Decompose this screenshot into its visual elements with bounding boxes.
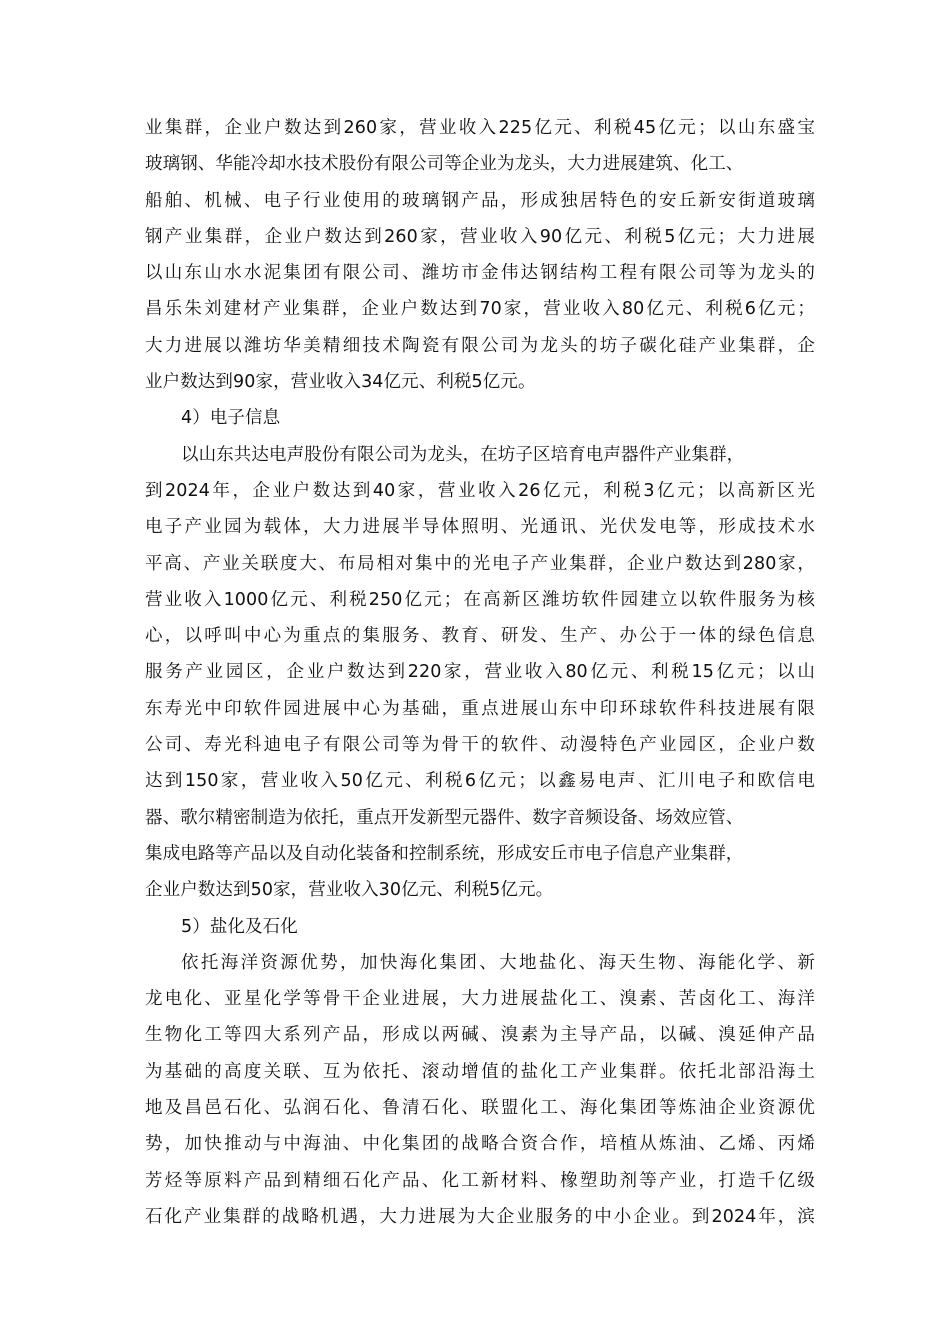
- text-line: 以山东山水水泥集团有限公司、潍坊市金伟达钢结构工程有限公司等为龙头的: [145, 263, 815, 284]
- text-line: 集成电路等产品以及自动化装备和控制系统，形成安丘市电子信息产业集群，: [145, 843, 744, 864]
- text-line: 船舶、机械、电子行业使用的玻璃钢产品，形成独居特色的安丘新安街道玻璃: [145, 190, 815, 211]
- text-line: 服务产业园区，企业户数达到220家，营业收入80亿元、利税15亿元；以山: [145, 662, 815, 683]
- document-body: [145, 110, 815, 1235]
- text-line: 企业户数达到50家，营业收入30亿元、利税5亿元。: [145, 880, 554, 901]
- text-line: 生物化工等四大系列产品，形成以两碱、溴素为主导产品，以碱、溴延伸产品: [145, 1025, 815, 1046]
- text-line: 达到150家，营业收入50亿元、利税6亿元；以鑫易电声、汇川电子和欧信电: [145, 771, 815, 792]
- text-line: 东寿光中印软件园进展中心为基础，重点进展山东中印环球软件科技进展有限: [145, 698, 815, 719]
- section-heading: 4）电子信息: [181, 408, 281, 429]
- text-line: 以山东共达电声股份有限公司为龙头，在坊子区培育电声器件产业集群，: [181, 444, 745, 465]
- text-line: 芳烃等原料产品到精细石化产品、化工新材料、橡塑助剂等产业，打造千亿级: [145, 1170, 815, 1191]
- text-line: 钢产业集群，企业户数达到260家，营业收入90亿元、利税5亿元；大力进展: [145, 226, 815, 247]
- text-line: 到2024年，企业户数达到40家，营业收入26亿元，利税3亿元；以高新区光: [145, 480, 815, 501]
- text-line: 营业收入1000亿元、利税250亿元；在高新区潍坊软件园建立以软件服务为核: [145, 589, 815, 610]
- text-line: 业户数达到90家，营业收入34亿元、利税5亿元。: [145, 372, 536, 393]
- section-heading: 5）盐化及石化: [181, 916, 298, 937]
- text-line: 器、歌尔精密制造为依托，重点开发新型元器件、数字音频设备、场效应管、: [145, 807, 744, 828]
- text-line: 势，加快推动与中海油、中化集团的战略合资合作，培植从炼油、乙烯、丙烯: [145, 1134, 815, 1155]
- text-line: 为基础的高度关联、互为依托、滚动增值的盐化工产业集群。依托北部沿海土: [145, 1061, 815, 1082]
- text-line: 心，以呼叫中心为重点的集服务、教育、研发、生产、办公于一体的绿色信息: [145, 626, 815, 647]
- text-line: 玻璃钢、华能冷却水技术股份有限公司等企业为龙头，大力进展建筑、化工、: [145, 154, 744, 175]
- text-line: 平高、产业关联度大、布局相对集中的光电子产业集群，企业户数达到280家，: [145, 553, 815, 574]
- text-line: 昌乐朱刘建材产业集群，企业户数达到70家，营业收入80亿元、利税6亿元；: [145, 299, 815, 320]
- text-line: 大力进展以潍坊华美精细技术陶瓷有限公司为龙头的坊子碳化硅产业集群，企: [145, 335, 815, 356]
- text-line: 石化产业集群的战略机遇，大力进展为大企业服务的中小企业。到2024年，滨: [145, 1206, 815, 1227]
- text-line: 地及昌邑石化、弘润石化、鲁清石化、联盟化工、海化集团等炼油企业资源优: [145, 1098, 815, 1119]
- text-line: 龙电化、亚星化学等骨干企业进展，大力进展盐化工、溴素、苦卤化工、海洋: [145, 989, 815, 1010]
- text-line: 依托海洋资源优势，加快海化集团、大地盐化、海天生物、海能化学、新: [181, 952, 815, 973]
- text-line: 业集群，企业户数达到260家，营业收入225亿元、利税45亿元；以山东盛宝: [145, 118, 815, 138]
- text-line: 公司、寿光科迪电子有限公司等为骨干的软件、动漫特色产业园区，企业户数: [145, 735, 815, 756]
- text-line: 电子产业园为载体，大力进展半导体照明、光通讯、光伏发电等，形成技术水: [145, 517, 815, 538]
